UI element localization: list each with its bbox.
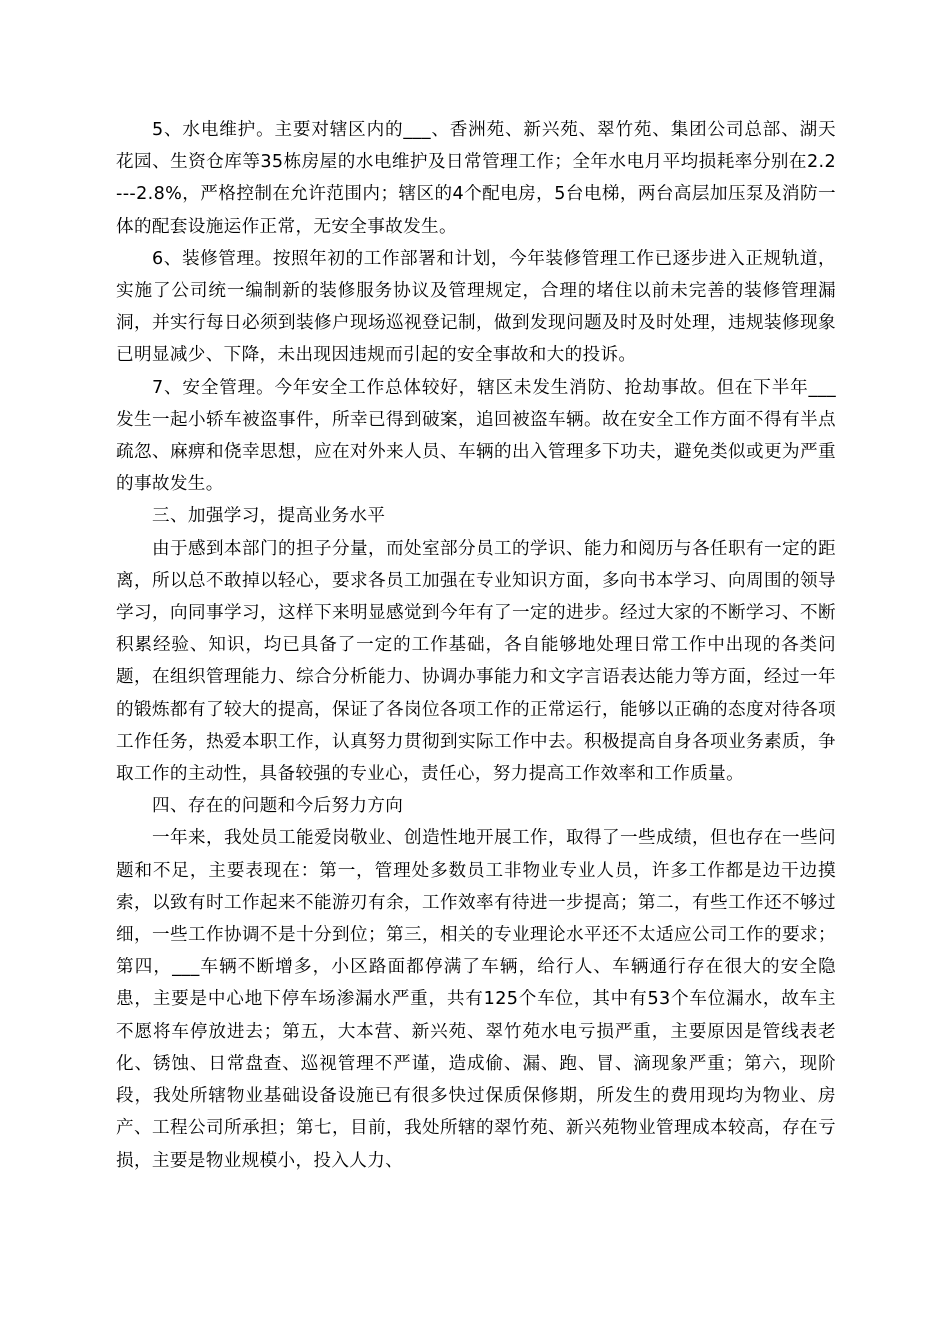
section-heading-problems-and-direction: 四、存在的问题和今后努力方向	[152, 796, 404, 817]
paragraph-safety-management: 7、安全管理。今年安全工作总体较好，辖区未发生消防、抢劫事故。但在下半年___发生一起小轿车被盗事件，所幸已得到破案，追回被盗车辆。故在安全工作方面不得有半点疏忽、麻痹和侥幸思想，应在对外来人员、车辆的出入管理多下功夫，避免类似或更为严重的事故发生。	[116, 377, 836, 495]
document-body	[116, 114, 836, 1177]
paragraph-problems: 一年来，我处员工能爱岗敬业、创造性地开展工作，取得了一些成绩，但也存在一些问题和不足，主要表现在：第一，管理处多数员工非物业专业人员，许多工作都是边干边摸索，以致有时工作起来不能游刃有余，工作效率有待进一步提高；第二，有些工作还不够过细，一些工作协调不是十分到位；第三，相关的专业理论水平还不太适应公司工作的要求；第四，___车辆不断增多，小区路面都停满了车辆，给行人、车辆通行存在很大的安全隐患，主要是中心地下停车场渗漏水严重，共有125个车位，其中有53个车位漏水，故车主不愿将车停放进去；第五，大本营、新兴苑、翠竹苑水电亏损严重，主要原因是管线表老化、锈蚀、日常盘查、巡视管理不严谨，造成偷、漏、跑、冒、滴现象严重；第六，现阶段，我处所辖物业基础设备设施已有很多快过保质保修期，所发生的费用现均为物业、房产、工程公司所承担；第七，目前，我处所辖的翠竹苑、新兴苑物业管理成本较高，存在亏损，主要是物业规模小，投入人力、	[116, 828, 836, 1171]
section-heading-strengthen-learning: 三、加强学习，提高业务水平	[152, 506, 386, 527]
paragraph-renovation-management: 6、装修管理。按照年初的工作部署和计划，今年装修管理工作已逐步进入正规轨道，实施了公司统一编制新的装修服务协议及管理规定，合理的堵住以前未完善的装修管理漏洞，并实行每日必须到装修户现场巡视登记制，做到发现问题及时及时处理，违规装修现象已明显减少、下降，未出现因违规而引起的安全事故和大的投诉。	[116, 248, 836, 366]
paragraph-learning: 由于感到本部门的担子分量，而处室部分员工的学识、能力和阅历与各任职有一定的距离，所以总不敢掉以轻心，要求各员工加强在专业知识方面，多向书本学习、向周围的领导学习，向同事学习，这样下来明显感觉到今年有了一定的进步。经过大家的不断学习、不断积累经验、知识，均已具备了一定的工作基础，各自能够地处理日常工作中出现的各类问题，在组织管理能力、综合分析能力、协调办事能力和文字言语表达能力等方面，经过一年的锻炼都有了较大的提高，保证了各岗位各项工作的正常运行，能够以正确的态度对待各项工作任务，热爱本职工作，认真努力贯彻到实际工作中去。积极提高自身各项业务素质，争取工作的主动性，具备较强的专业心，责任心，努力提高工作效率和工作质量。	[116, 538, 836, 785]
paragraph-water-electric-maintenance: 5、水电维护。主要对辖区内的___、香洲苑、新兴苑、翠竹苑、集团公司总部、湖天花园、生资仓库等35栋房屋的水电维护及日常管理工作；全年水电月平均损耗率分别在2.2---2.8%，严格控制在允许范围内；辖区的4个配电房，5台电梯，两台高层加压泵及消防一体的配套设施运作正常，无安全事故发生。	[116, 120, 836, 237]
